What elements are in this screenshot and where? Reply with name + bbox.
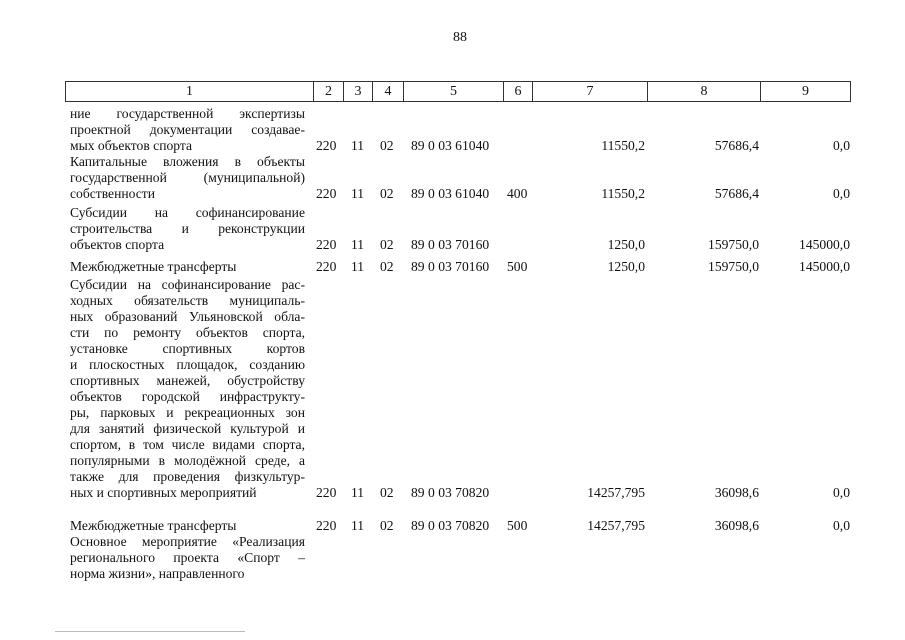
row-subsection: 02 [380,237,394,252]
row-amount-col9: 0,0 [833,186,850,201]
row-description-line: строительства и реконструкции [70,221,305,236]
scan-artifact [55,631,245,632]
row-amount-col7: 1250,0 [607,259,645,274]
row-description-line: Субсидии на софинансирование [70,205,305,220]
row-admin-code: 220 [316,237,337,252]
row-description-line: ры, парковых и рекреационных зон [70,405,305,420]
row-description-line: ходных обязательств муниципаль- [70,293,305,308]
header-col-5: 5 [403,81,504,102]
row-expense-type: 400 [507,186,528,201]
row-description-line: регионального проекта «Спорт – [70,550,305,565]
row-description-line: мых объектов спорта [70,138,193,153]
row-description-line: собственности [70,186,156,201]
row-amount-col9: 0,0 [833,138,850,153]
row-description-line: Субсидии на софинансирование рас- [70,277,305,292]
header-col-6: 6 [503,81,533,102]
row-amount-col7: 1250,0 [607,237,645,252]
header-col-2: 2 [313,81,344,102]
row-section: 11 [351,485,365,500]
row-subsection: 02 [380,518,394,533]
row-target-article: 89 0 03 70160 [411,259,490,274]
row-subsection: 02 [380,259,394,274]
row-target-article: 89 0 03 70160 [411,237,490,252]
row-amount-col8: 159750,0 [708,237,759,252]
row-expense-type: 500 [507,518,528,533]
row-amount-col7: 14257,795 [587,518,645,533]
row-target-article: 89 0 03 70820 [411,518,490,533]
row-amount-col7: 11550,2 [601,186,645,201]
row-admin-code: 220 [316,138,337,153]
row-amount-col9: 0,0 [833,518,850,533]
row-amount-col8: 159750,0 [708,259,759,274]
row-target-article: 89 0 03 61040 [411,138,490,153]
row-amount-col8: 36098,6 [714,518,759,533]
header-col-9: 9 [760,81,851,102]
row-description-line: ных образований Ульяновской обла- [70,309,305,324]
row-description-line: установке спортивных кортов [70,341,305,356]
row-description-line: государственной (муниципальной) [70,170,305,185]
row-expense-type: 500 [507,259,528,274]
row-admin-code: 220 [316,485,337,500]
row-description-line: Межбюджетные трансферты [70,518,237,533]
row-section: 11 [351,259,365,274]
row-amount-col8: 57686,4 [714,186,759,201]
row-description-line: спортом, в том числе видами спорта, [70,437,305,452]
row-amount-col9: 145000,0 [799,259,850,274]
row-section: 11 [351,518,365,533]
page-number: 88 [453,30,467,45]
row-subsection: 02 [380,138,394,153]
row-description-line: спортивных манежей, обустройству [70,373,305,388]
row-amount-col8: 57686,4 [714,138,759,153]
header-col-1: 1 [65,81,314,102]
row-target-article: 89 0 03 61040 [411,186,490,201]
row-description-line: объектов городской инфраструкту- [70,389,305,404]
header-col-3: 3 [343,81,373,102]
row-amount-col9: 0,0 [833,485,850,500]
row-description-line: Межбюджетные трансферты [70,259,237,274]
row-description-line: для занятий физической культурой и [70,421,305,436]
row-description-line: также для проведения физкультур- [70,469,305,484]
row-subsection: 02 [380,186,394,201]
row-description-line: объектов спорта [70,237,165,252]
row-amount-col7: 14257,795 [587,485,645,500]
header-col-4: 4 [372,81,404,102]
row-admin-code: 220 [316,518,337,533]
row-description-line: и плоскостных площадок, созданию [70,357,305,372]
row-admin-code: 220 [316,186,337,201]
row-description-line: популярными в молодёжной среде, а [70,453,305,468]
row-amount-col8: 36098,6 [714,485,759,500]
row-description-line: ных и спортивных мероприятий [70,485,257,500]
header-col-8: 8 [647,81,761,102]
row-admin-code: 220 [316,259,337,274]
row-description-line: ние государственной экспертизы [70,106,305,121]
row-description-line: норма жизни», направленного [70,566,245,581]
header-col-7: 7 [532,81,648,102]
row-description-line: сти по ремонту объектов спорта, [70,325,305,340]
row-description-line: Капитальные вложения в объекты [70,154,305,169]
row-description-line: Основное мероприятие «Реализация [70,534,305,549]
row-amount-col7: 11550,2 [601,138,645,153]
row-section: 11 [351,237,365,252]
row-amount-col9: 145000,0 [799,237,850,252]
row-target-article: 89 0 03 70820 [411,485,490,500]
row-section: 11 [351,138,365,153]
row-description-line: проектной документации создавае- [70,122,305,137]
row-section: 11 [351,186,365,201]
row-subsection: 02 [380,485,394,500]
